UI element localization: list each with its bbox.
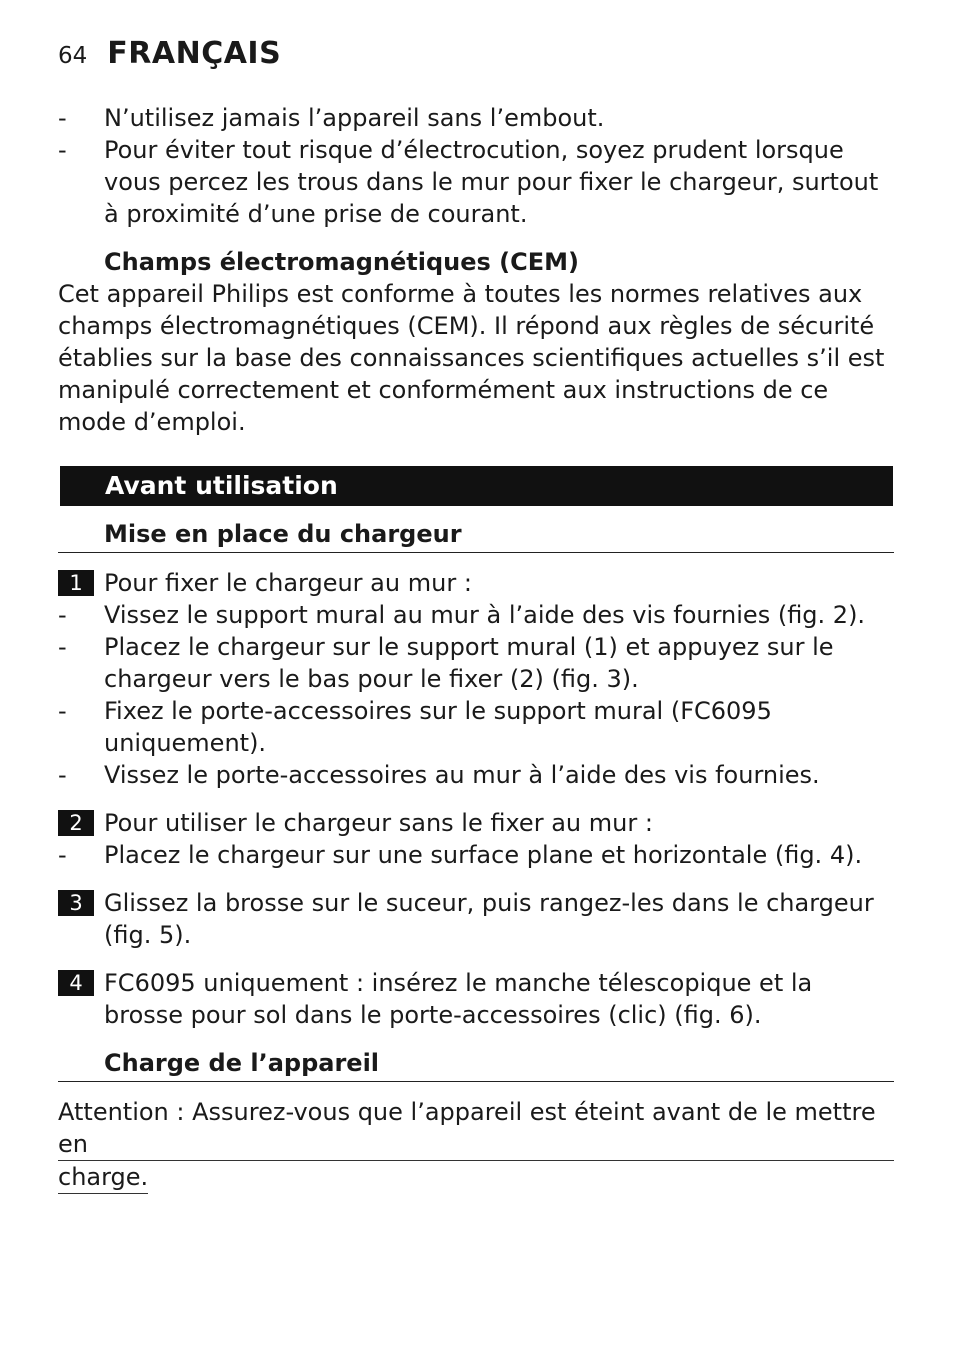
- step-number: 1: [58, 570, 94, 596]
- step-number: 3: [58, 890, 94, 916]
- cem-paragraph: Cet appareil Philips est conforme à toutes les normes relatives aux champs électromagnétiques (CEM). Il répond aux règles de sécurité établies sur la base des connaissances scientifiques actuelles s’il est manipulé correctement et conformément aux instructions de ce mode d’emploi.: [58, 280, 885, 436]
- page-number: 64: [58, 43, 88, 69]
- list-item: - N’utilisez jamais l’appareil sans l’embout.: [58, 104, 605, 132]
- attention-line-1: Attention : Assurez-vous que l’appareil est éteint avant de le mettre en: [58, 1096, 894, 1161]
- step-3: [58, 887, 894, 951]
- cem-title: Champs électromagnétiques (CEM): [104, 248, 579, 276]
- step-text: Glissez la brosse sur le suceur, puis rangez-les dans le chargeur (fig. 5).: [104, 889, 874, 949]
- cem-section: [58, 246, 894, 438]
- list-item: - Vissez le porte-accessoires au mur à l’aide des vis fournies.: [58, 761, 820, 789]
- step-text: FC6095 uniquement : insérez le manche télescopique et la brosse pour sol dans le porte-accessoires (clic) (fig. 6).: [104, 969, 813, 1029]
- step-2: [58, 807, 894, 839]
- intro-bullets: [58, 102, 894, 230]
- step-4: [58, 967, 894, 1031]
- list-item: - Vissez le support mural au mur à l’aide des vis fournies (fig. 2).: [58, 601, 866, 629]
- step-1: [58, 567, 894, 599]
- subsection-heading-charge: Charge de l’appareil: [58, 1047, 894, 1082]
- attention-line-2: charge.: [58, 1161, 148, 1194]
- step-number: 4: [58, 970, 94, 996]
- list-item: - Pour éviter tout risque d’électrocution, soyez prudent lorsque vous percez les trous dans le mur pour fixer le chargeur, surtout à proximité d’une prise de courant.: [58, 136, 879, 228]
- list-item: - Fixez le porte-accessoires sur le support mural (FC6095 uniquement).: [58, 697, 772, 757]
- step-number: 2: [58, 810, 94, 836]
- attention-notice: [58, 1096, 894, 1194]
- page-header: [58, 36, 281, 71]
- steps-list: [58, 567, 894, 1031]
- section-bar-avant-utilisation: Avant utilisation: [60, 466, 893, 506]
- language-heading: FRANÇAIS: [107, 36, 282, 71]
- list-item: - Placez le chargeur sur le support mural (1) et appuyez sur le chargeur vers le bas pour le fixer (2) (fig. 3).: [58, 633, 834, 693]
- list-item: - Placez le chargeur sur une surface plane et horizontale (fig. 4).: [58, 841, 863, 869]
- step-text: Pour fixer le chargeur au mur :: [104, 569, 472, 597]
- subsection-heading-chargeur: Mise en place du chargeur: [58, 518, 894, 553]
- step-text: Pour utiliser le chargeur sans le fixer au mur :: [104, 809, 653, 837]
